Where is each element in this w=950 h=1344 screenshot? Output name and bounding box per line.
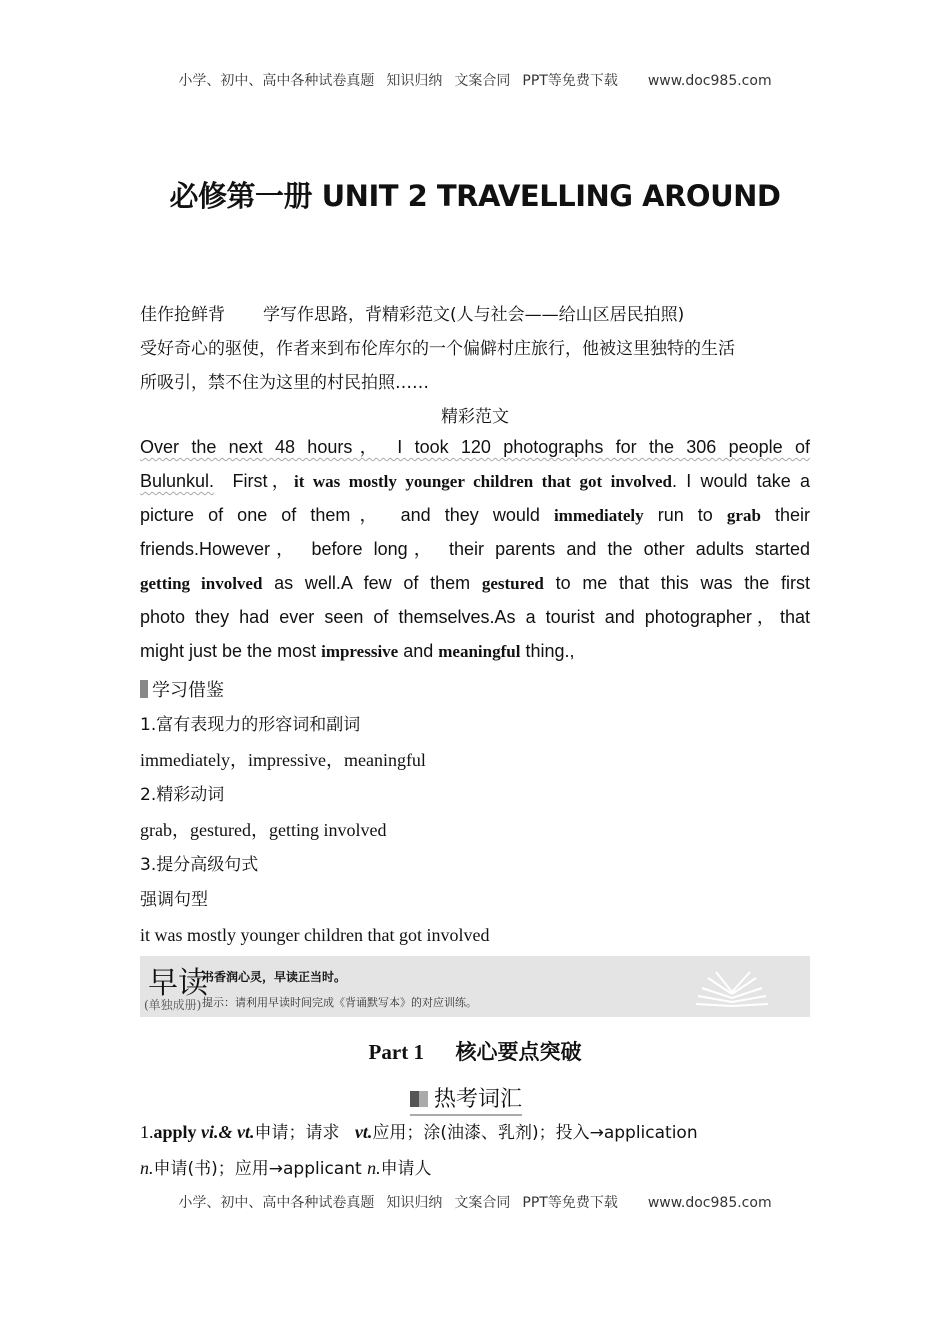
section-heading bbox=[410, 1082, 522, 1116]
learn-item: 2.精彩动词 bbox=[140, 785, 225, 805]
footer-site: www.doc985.com bbox=[647, 1195, 772, 1211]
vocab-pos: vi.& vt. bbox=[201, 1122, 255, 1142]
essay-line bbox=[140, 430, 810, 464]
vocab-pos: n. bbox=[367, 1158, 381, 1178]
learn-item: 强调句型 bbox=[140, 890, 208, 910]
vocab-meaning: 申请(书)；应用→applicant bbox=[153, 1159, 368, 1179]
marker-icon bbox=[140, 680, 148, 698]
essay-text: friends.However， before long， their parents and the other adults started bbox=[140, 539, 810, 559]
essay-text: Over the next 48 hours， I took 120 photographs for the 306 people of bbox=[140, 437, 810, 457]
essay-text: to me that this was the first bbox=[543, 573, 810, 593]
essay-subtitle: 精彩范文 bbox=[441, 407, 509, 427]
highlight-phrase: impressive bbox=[321, 642, 399, 661]
highlight-phrase: meaningful bbox=[438, 642, 521, 661]
open-book-icon bbox=[694, 970, 770, 1010]
essay-text: First， bbox=[214, 471, 294, 491]
highlight-phrase: grab bbox=[726, 506, 761, 525]
intro-label: 佳作抢鲜背 bbox=[140, 305, 225, 325]
essay-line bbox=[140, 600, 810, 634]
intro-line: 受好奇心的驱使，作者来到布伦库尔的一个偏僻村庄旅行，他被这里独特的生活 bbox=[140, 339, 735, 359]
header-site: www.doc985.com bbox=[647, 73, 772, 89]
learn-item: immediately，impressive，meaningful bbox=[140, 750, 426, 770]
essay-text: . I would take a bbox=[672, 471, 811, 491]
vocab-meaning: 申请；请求 bbox=[254, 1123, 351, 1143]
highlight-phrase: getting involved bbox=[140, 574, 263, 593]
essay-line bbox=[140, 566, 810, 600]
banner-sub: (单独成册) bbox=[144, 998, 202, 1012]
page-header bbox=[0, 70, 950, 90]
essay-text: their bbox=[760, 505, 810, 525]
learn-item: grab，gestured，getting involved bbox=[140, 820, 387, 840]
essay-text: picture of one of them， and they would bbox=[140, 505, 554, 525]
essay-text: might just be the most bbox=[140, 641, 322, 661]
morning-reading-banner bbox=[140, 956, 810, 1017]
vocab-meaning: 应用；涂(油漆、乳剂)；投入→application bbox=[372, 1123, 698, 1143]
essay-line bbox=[140, 498, 810, 532]
banner-slogan: 书香润心灵，早读正当时。 bbox=[202, 970, 347, 984]
vocab-num: 1. bbox=[140, 1122, 154, 1142]
header-text: PPT等免费下载 bbox=[522, 73, 618, 89]
footer-text: 小学、初中、高中各种试卷真题 bbox=[178, 1195, 375, 1211]
highlight-phrase: immediately bbox=[553, 506, 644, 525]
vocab-meaning: 申请人 bbox=[380, 1159, 432, 1179]
header-text: 知识归纳 bbox=[386, 73, 443, 89]
highlight-phrase: gestured bbox=[481, 574, 544, 593]
vocab-word: apply bbox=[153, 1122, 197, 1142]
essay-line bbox=[140, 464, 810, 498]
intro bbox=[140, 298, 810, 434]
vocab-entry bbox=[140, 1115, 810, 1187]
footer-text: 文案合同 bbox=[454, 1195, 511, 1211]
header-text: 小学、初中、高中各种试卷真题 bbox=[178, 73, 375, 89]
essay-text: and bbox=[398, 641, 439, 661]
header-text: 文案合同 bbox=[454, 73, 511, 89]
essay-line bbox=[140, 634, 810, 668]
essay-text: thing., bbox=[520, 641, 575, 661]
essay bbox=[140, 430, 810, 668]
essay-text: run to bbox=[643, 505, 727, 525]
highlight-phrase: it was mostly younger children that got involved bbox=[294, 472, 672, 491]
essay-text: photo they had ever seen of themselves.As a tourist and photographer，that bbox=[140, 607, 810, 627]
essay-line bbox=[140, 532, 810, 566]
essay-text: as well.A few of them bbox=[262, 573, 482, 593]
footer-text: PPT等免费下载 bbox=[522, 1195, 618, 1211]
essay-text: Bulunkul. bbox=[140, 471, 215, 491]
footer-text: 知识归纳 bbox=[386, 1195, 443, 1211]
page-title: 必修第一册 UNIT 2 TRAVELLING AROUND bbox=[169, 179, 781, 213]
learn-section bbox=[140, 674, 810, 953]
learn-item: 3.提分高级句式 bbox=[140, 855, 259, 875]
banner-tip: 提示：请利用早读时间完成《背诵默写本》的对应训练。 bbox=[202, 996, 477, 1009]
vocab-pos: n. bbox=[140, 1158, 154, 1178]
intro-heading: 学写作思路，背精彩范文(人与社会——给山区居民拍照) bbox=[263, 305, 685, 325]
vocab-pos: vt. bbox=[354, 1122, 373, 1142]
marker-icon bbox=[410, 1091, 428, 1107]
section-title: 热考词汇 bbox=[434, 1087, 523, 1112]
learn-heading: 学习借鉴 bbox=[152, 680, 224, 701]
learn-item: 1.富有表现力的形容词和副词 bbox=[140, 715, 361, 735]
page-footer bbox=[0, 1192, 950, 1212]
intro-line: 所吸引，禁不住为这里的村民拍照…… bbox=[140, 373, 429, 393]
learn-item: it was mostly younger children that got involved bbox=[140, 925, 490, 945]
banner-title: 早读 bbox=[148, 966, 208, 1001]
part-heading: Part 1 核心要点突破 bbox=[368, 1040, 582, 1064]
